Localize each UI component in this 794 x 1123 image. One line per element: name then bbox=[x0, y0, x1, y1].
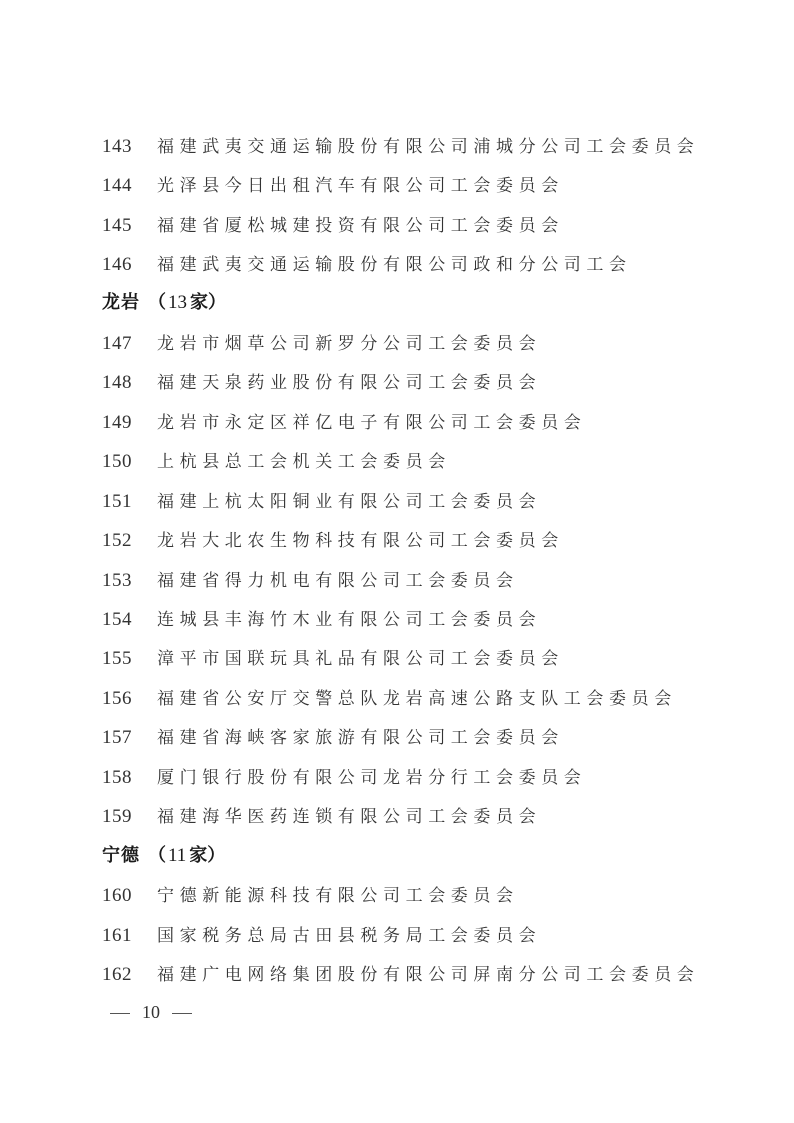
entry-number: 150 bbox=[102, 451, 132, 472]
list-item bbox=[102, 801, 541, 831]
list-item bbox=[102, 446, 451, 476]
list-item bbox=[102, 604, 541, 634]
entry-name: 福建武夷交通运输股份有限公司政和分公司工会 bbox=[157, 255, 632, 275]
section-heading-longyan bbox=[102, 288, 226, 318]
entry-name: 福建武夷交通运输股份有限公司浦城分公司工会委员会 bbox=[157, 137, 700, 157]
entry-number: 159 bbox=[102, 806, 132, 827]
entry-number: 161 bbox=[102, 925, 132, 946]
list-item bbox=[102, 959, 699, 989]
list-item bbox=[102, 762, 586, 792]
entry-number: 157 bbox=[102, 727, 132, 748]
entry-number: 151 bbox=[102, 491, 132, 512]
entry-name: 龙岩大北农生物科技有限公司工会委员会 bbox=[157, 531, 564, 551]
entry-name: 福建省得力机电有限公司工会委员会 bbox=[157, 571, 519, 591]
list-item bbox=[102, 565, 519, 595]
entry-name: 福建省海峡客家旅游有限公司工会委员会 bbox=[157, 728, 564, 748]
list-item bbox=[102, 525, 564, 555]
entry-name: 漳平市国联玩具礼品有限公司工会委员会 bbox=[157, 649, 564, 669]
section-count: （ 13 家） bbox=[148, 292, 226, 313]
entry-number: 144 bbox=[102, 175, 132, 196]
entry-name: 上杭县总工会机关工会委员会 bbox=[157, 452, 451, 472]
list-item bbox=[102, 722, 564, 752]
entry-name: 龙岩市永定区祥亿电子有限公司工会委员会 bbox=[157, 413, 587, 433]
entry-name: 福建海华医药连锁有限公司工会委员会 bbox=[157, 807, 542, 827]
list-item bbox=[102, 920, 541, 950]
entry-name: 福建省厦松城建投资有限公司工会委员会 bbox=[157, 216, 564, 236]
entry-number: 147 bbox=[102, 333, 132, 354]
entry-number: 158 bbox=[102, 767, 132, 788]
entry-name: 龙岩市烟草公司新罗分公司工会委员会 bbox=[157, 334, 542, 354]
list-item bbox=[102, 210, 564, 240]
entry-name: 福建广电网络集团股份有限公司屏南分公司工会委员会 bbox=[157, 965, 700, 985]
list-item bbox=[102, 407, 586, 437]
entry-number: 156 bbox=[102, 688, 132, 709]
entry-name: 福建省公安厅交警总队龙岩高速公路支队工会委员会 bbox=[157, 689, 677, 709]
entry-name: 宁德新能源科技有限公司工会委员会 bbox=[157, 886, 519, 906]
entry-name: 福建天泉药业股份有限公司工会委员会 bbox=[157, 373, 542, 393]
entry-name: 厦门银行股份有限公司龙岩分行工会委员会 bbox=[157, 768, 587, 788]
list-item bbox=[102, 486, 541, 516]
page-number: 10 bbox=[142, 1002, 160, 1022]
entry-number: 149 bbox=[102, 412, 132, 433]
entry-name: 国家税务总局古田县税务局工会委员会 bbox=[157, 926, 542, 946]
list-item bbox=[102, 131, 699, 161]
list-item bbox=[102, 249, 632, 279]
entry-number: 162 bbox=[102, 964, 132, 985]
section-region: 宁德 bbox=[102, 845, 140, 866]
entry-name: 福建上杭太阳铜业有限公司工会委员会 bbox=[157, 492, 542, 512]
entry-number: 152 bbox=[102, 530, 132, 551]
list-item bbox=[102, 170, 564, 200]
section-count: （ 11 家） bbox=[148, 845, 226, 866]
entry-number: 143 bbox=[102, 136, 132, 157]
list-item bbox=[102, 683, 677, 713]
entry-name: 光泽县今日出租汽车有限公司工会委员会 bbox=[157, 176, 564, 196]
dash-right bbox=[172, 1013, 192, 1014]
entry-number: 155 bbox=[102, 648, 132, 669]
entry-number: 146 bbox=[102, 254, 132, 275]
list-item bbox=[102, 328, 541, 358]
section-region: 龙岩 bbox=[102, 292, 140, 313]
entry-number: 153 bbox=[102, 570, 132, 591]
entry-number: 148 bbox=[102, 372, 132, 393]
list-item bbox=[102, 643, 564, 673]
list-item bbox=[102, 367, 541, 397]
dash-left bbox=[110, 1013, 130, 1014]
entry-number: 145 bbox=[102, 215, 132, 236]
list-item bbox=[102, 880, 519, 910]
page-number-footer bbox=[110, 998, 192, 1026]
entry-name: 连城县丰海竹木业有限公司工会委员会 bbox=[157, 610, 542, 630]
entry-number: 154 bbox=[102, 609, 132, 630]
section-heading-ningde bbox=[102, 841, 225, 871]
entry-number: 160 bbox=[102, 885, 132, 906]
